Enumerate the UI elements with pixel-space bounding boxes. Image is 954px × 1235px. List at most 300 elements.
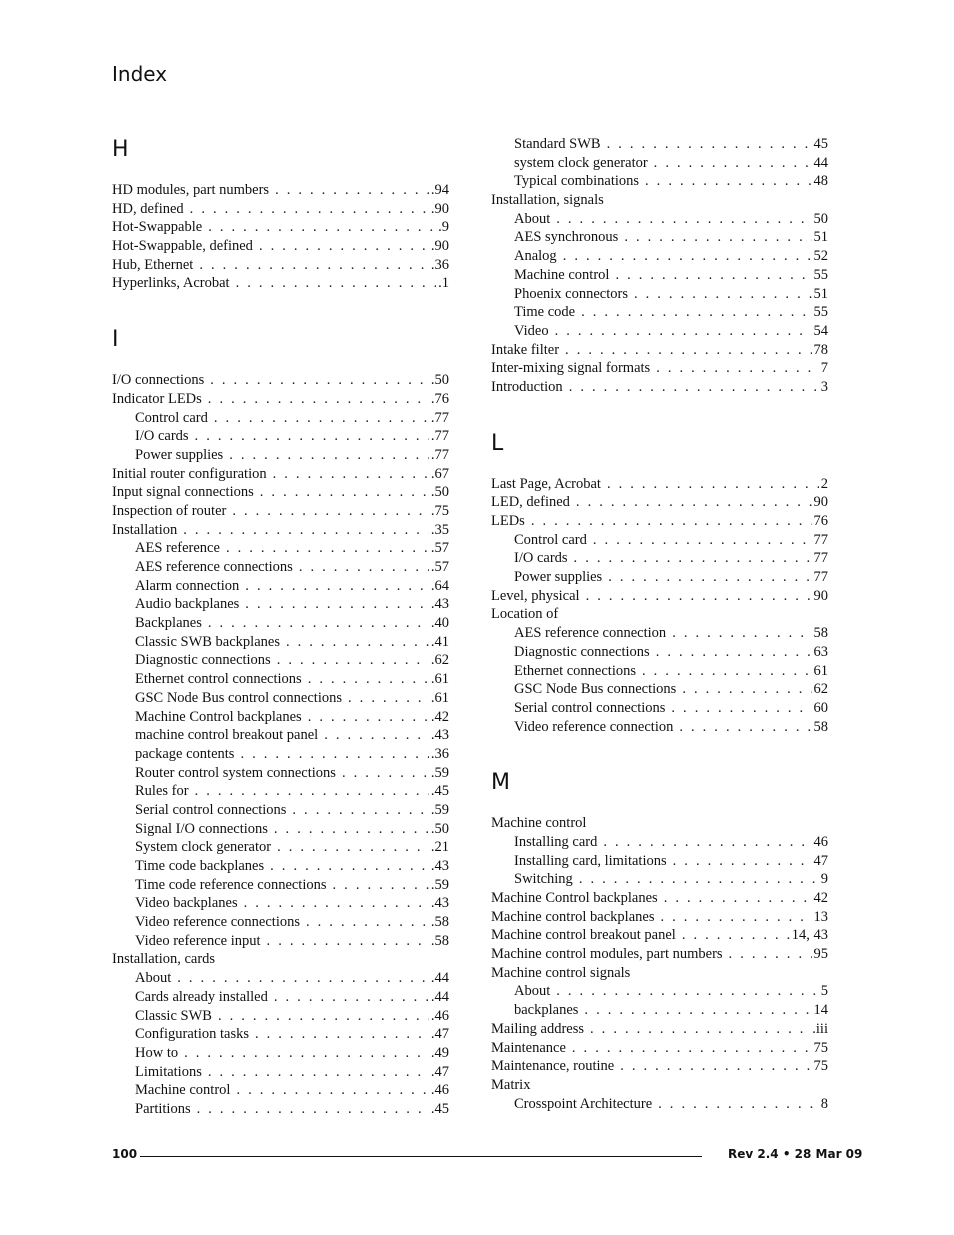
dot-leader <box>270 857 429 876</box>
index-term: Router control system connections <box>135 764 336 781</box>
index-page-ref: 52 <box>813 248 828 265</box>
index-page-ref: .45 <box>430 783 449 800</box>
dot-leader <box>576 493 812 512</box>
index-subentry <box>491 870 828 889</box>
index-subentry <box>112 577 449 596</box>
index-term: Hot-Swappable, defined <box>112 238 253 255</box>
index-page-ref: .76 <box>430 390 449 407</box>
index-page-ref: .77 <box>430 428 449 445</box>
index-page-ref: .75 <box>430 502 449 519</box>
index-entry <box>112 256 449 275</box>
index-term: Hub, Ethernet <box>112 256 194 273</box>
index-entry <box>491 889 828 908</box>
index-term: Machine control backplanes <box>491 908 655 925</box>
index-page-ref: 9 <box>820 871 828 888</box>
dot-leader <box>229 446 429 465</box>
index-term: Time code reference connections <box>135 876 327 893</box>
index-term: Classic SWB <box>135 1007 212 1024</box>
dot-leader <box>286 633 429 652</box>
index-term: Indicator LEDs <box>112 390 202 407</box>
index-term: Rules for <box>135 783 189 800</box>
index-term: HD modules, part numbers <box>112 182 270 198</box>
dot-leader <box>593 531 812 550</box>
index-term: Diagnostic connections <box>514 643 650 660</box>
index-term: AES reference <box>135 540 220 557</box>
index-term: Installing card <box>514 833 598 850</box>
index-term: Time code <box>514 304 576 321</box>
index-entry <box>491 493 828 512</box>
index-subentry <box>112 539 449 558</box>
index-term: Serial control connections <box>135 801 287 818</box>
index-term: Classic SWB backplanes <box>135 633 280 650</box>
index-term: Crosspoint Architecture <box>514 1095 653 1112</box>
index-page-ref: .64 <box>430 577 449 594</box>
index-page-ref: .47 <box>430 1063 449 1080</box>
index-entry <box>491 964 828 983</box>
index-subentry <box>491 172 828 191</box>
index-page-ref: .62 <box>430 652 449 669</box>
dot-leader <box>634 285 812 304</box>
index-subentry <box>112 633 449 652</box>
index-subentry <box>491 322 828 341</box>
index-subentry <box>491 699 828 718</box>
dot-leader <box>603 833 811 852</box>
dot-leader <box>210 371 429 390</box>
dot-leader <box>299 558 429 577</box>
dot-leader <box>273 465 429 484</box>
index-term: Maintenance, routine <box>491 1058 615 1075</box>
index-page-ref: .67 <box>430 465 449 482</box>
index-term: Standard SWB <box>514 136 601 152</box>
index-subentry <box>112 838 449 857</box>
dot-leader <box>679 718 811 737</box>
index-entry <box>491 908 828 927</box>
section-letter: I <box>112 327 119 353</box>
index-subentry <box>112 1063 449 1082</box>
dot-leader <box>183 521 429 540</box>
index-subentry <box>112 913 449 932</box>
index-term: About <box>514 983 551 1000</box>
index-page-ref: 46 <box>813 833 828 850</box>
index-term: AES synchronous <box>514 229 619 246</box>
dot-leader <box>624 228 811 247</box>
index-term: I/O connections <box>112 372 205 389</box>
index-subentry <box>491 982 828 1001</box>
index-subentry <box>491 154 828 173</box>
index-subentry <box>112 745 449 764</box>
index-term: Machine Control backplanes <box>135 708 302 725</box>
index-term: Level, physical <box>491 587 580 604</box>
footer-revision: Rev 2.4 • 28 Mar 09 <box>728 1147 863 1161</box>
index-entry <box>491 1039 828 1058</box>
index-column-right <box>491 135 828 1113</box>
index-page-ref: 47 <box>813 852 828 869</box>
index-page-ref: 45 <box>813 136 828 152</box>
index-term: About <box>135 970 172 987</box>
dot-leader <box>672 624 811 643</box>
index-subentry <box>112 409 449 428</box>
index-term: Machine control modules, part numbers <box>491 946 723 963</box>
index-term: package contents <box>135 745 235 762</box>
index-subentry <box>112 932 449 951</box>
dot-leader <box>656 643 812 662</box>
index-page-ref: 51 <box>813 229 828 246</box>
index-page-ref: .36 <box>430 256 449 273</box>
index-page-ref: 76 <box>813 513 828 529</box>
index-term: Initial router configuration <box>112 465 267 482</box>
index-term: System clock generator <box>135 839 272 856</box>
index-term: Serial control connections <box>514 699 666 716</box>
index-subentry <box>491 135 828 154</box>
index-subentry <box>491 680 828 699</box>
index-subentry <box>112 876 449 895</box>
index-page-ref: .59 <box>430 876 449 893</box>
index-term: Time code backplanes <box>135 858 265 874</box>
index-page-ref: .57 <box>430 540 449 557</box>
dot-leader <box>563 247 812 266</box>
index-entry <box>491 814 828 833</box>
index-subentry <box>491 303 828 322</box>
index-page-ref: 54 <box>813 322 828 339</box>
index-page-ref: .50 <box>430 820 449 837</box>
index-term: Audio backplanes <box>135 596 240 613</box>
index-page-ref: .47 <box>430 1026 449 1043</box>
index-term: Maintenance <box>491 1039 566 1056</box>
index-term: Machine control <box>514 266 610 283</box>
index-subentry <box>112 764 449 783</box>
index-entry <box>112 502 449 521</box>
dot-leader <box>620 1057 811 1076</box>
index-page-ref: .50 <box>430 484 449 501</box>
index-page-ref: 77 <box>813 569 828 586</box>
footer-page-number: 100 <box>112 1147 138 1161</box>
index-subentry <box>112 801 449 820</box>
index-subentry <box>112 689 449 708</box>
index-term: Installation, signals <box>491 192 604 209</box>
index-term: Ethernet control connections <box>135 671 302 688</box>
index-subentry <box>491 266 828 285</box>
dot-leader <box>682 680 811 699</box>
index-term: Typical combinations <box>514 173 640 190</box>
dot-leader <box>531 512 812 531</box>
index-term: About <box>514 210 551 227</box>
index-subentry <box>112 595 449 614</box>
index-page-ref: .57 <box>430 559 449 575</box>
index-term: Video <box>514 322 549 339</box>
index-entry <box>491 605 828 624</box>
dot-leader <box>565 341 811 360</box>
dot-leader <box>660 908 811 927</box>
section-letter: M <box>491 770 510 796</box>
dot-leader <box>556 982 819 1001</box>
dot-leader <box>236 274 437 293</box>
dot-leader <box>590 1020 810 1039</box>
index-page-ref: 13 <box>813 908 828 925</box>
index-term: Switching <box>514 871 573 888</box>
index-page-ref: 51 <box>813 285 828 302</box>
index-subentry <box>112 708 449 727</box>
index-page-ref: 90 <box>813 494 828 511</box>
index-entry <box>491 945 828 964</box>
index-page-ref: 63 <box>813 643 828 660</box>
index-page-ref: .61 <box>430 671 449 688</box>
dot-leader <box>572 1039 812 1058</box>
index-term: Hyperlinks, Acrobat <box>112 275 230 292</box>
index-page-ref: 78 <box>813 341 828 358</box>
dot-leader <box>232 502 429 521</box>
index-term: Installation, cards <box>112 951 216 968</box>
dot-leader <box>729 945 812 964</box>
footer-rule <box>140 1156 702 1157</box>
dot-leader <box>240 745 428 764</box>
index-page-ref: .58 <box>430 914 449 931</box>
dot-leader <box>607 135 812 154</box>
index-page-ref: .46 <box>430 1007 449 1024</box>
index-term: Hot-Swappable <box>112 219 203 236</box>
dot-leader <box>208 390 429 409</box>
index-column-left <box>112 135 449 1119</box>
dot-leader <box>274 820 429 839</box>
dot-leader <box>195 782 429 801</box>
dot-leader <box>656 359 819 378</box>
dot-leader <box>581 303 811 322</box>
index-page-ref: 14, 43 <box>791 927 828 944</box>
index-term: Power supplies <box>514 569 603 586</box>
index-page-ref: 61 <box>813 662 828 679</box>
index-subentry <box>112 614 449 633</box>
index-term: LEDs <box>491 513 525 529</box>
index-page-ref: 3 <box>820 378 828 395</box>
dot-leader <box>645 172 811 191</box>
index-term: Power supplies <box>135 446 224 463</box>
index-subentry <box>112 651 449 670</box>
index-term: backplanes <box>514 1002 579 1019</box>
index-page-ref: .iii <box>812 1020 828 1037</box>
index-term: GSC Node Bus control connections <box>135 689 343 706</box>
index-page-ref: 90 <box>813 587 828 604</box>
index-page-ref: 42 <box>813 890 828 906</box>
index-entry <box>112 483 449 502</box>
index-page-ref: 5 <box>820 983 828 1000</box>
index-term: Mailing address <box>491 1020 585 1037</box>
index-page-ref: .46 <box>430 1082 449 1099</box>
index-subentry <box>491 852 828 871</box>
page-title: Index <box>112 62 168 86</box>
index-term: AES reference connection <box>514 625 667 642</box>
index-subentry <box>491 662 828 681</box>
index-subentry <box>112 726 449 745</box>
index-term: LED, defined <box>491 494 570 511</box>
index-term: Backplanes <box>135 615 202 632</box>
index-term: Intake filter <box>491 341 560 358</box>
dot-leader <box>556 210 811 229</box>
dot-leader <box>342 764 429 783</box>
index-subentry <box>491 228 828 247</box>
dot-leader <box>260 483 429 502</box>
index-term: Cards already installed <box>135 988 268 1005</box>
index-page-ref: .77 <box>430 409 449 426</box>
index-term: Input signal connections <box>112 484 254 501</box>
index-term: Last Page, Acrobat <box>491 475 601 492</box>
index-subentry <box>491 568 828 587</box>
index-page-ref: 48 <box>813 173 828 190</box>
index-page-ref: 77 <box>813 531 828 548</box>
dot-leader <box>267 932 429 951</box>
index-term: Analog <box>514 248 557 265</box>
dot-leader <box>208 218 436 237</box>
dot-leader <box>277 838 429 857</box>
dot-leader <box>208 1063 429 1082</box>
dot-leader <box>274 988 429 1007</box>
index-entry <box>491 1057 828 1076</box>
dot-leader <box>177 969 429 988</box>
index-page-ref: .58 <box>430 932 449 949</box>
index-subentry <box>112 1044 449 1063</box>
dot-leader <box>208 614 429 633</box>
index-term: Video backplanes <box>135 895 238 912</box>
index-term: Video reference connection <box>514 718 674 735</box>
index-entry <box>112 390 449 409</box>
index-term: Ethernet connections <box>514 662 636 679</box>
index-subentry <box>112 1025 449 1044</box>
index-term: Phoenix connectors <box>514 285 628 302</box>
section-letter: L <box>491 430 504 456</box>
dot-leader <box>607 475 819 494</box>
dot-leader <box>199 256 429 275</box>
dot-leader <box>308 708 429 727</box>
index-page-ref: 75 <box>813 1058 828 1075</box>
index-term: system clock generator <box>514 154 648 171</box>
index-entry <box>491 512 828 531</box>
index-subentry <box>112 446 449 465</box>
dot-leader <box>584 1001 811 1020</box>
index-page-ref: .59 <box>430 801 449 818</box>
index-subentry <box>491 210 828 229</box>
index-term: Location of <box>491 606 559 623</box>
section-letter: H <box>112 137 129 162</box>
dot-leader <box>218 1007 429 1026</box>
index-page-ref: 95 <box>813 946 828 963</box>
index-page-ref: .49 <box>430 1044 449 1061</box>
index-page-ref: .43 <box>430 596 449 613</box>
index-page-ref: 77 <box>813 550 828 567</box>
dot-leader <box>275 181 429 200</box>
index-term: Machine control signals <box>491 964 631 981</box>
index-page-ref: .90 <box>430 238 449 255</box>
index-subentry <box>491 285 828 304</box>
index-page-ref: .42 <box>430 708 449 725</box>
index-term: Alarm connection <box>135 577 240 594</box>
dot-leader <box>658 1095 819 1114</box>
index-entry <box>491 587 828 606</box>
index-term: Limitations <box>135 1063 202 1080</box>
dot-leader <box>190 200 429 219</box>
dot-leader <box>671 699 811 718</box>
index-page-ref: .61 <box>430 689 449 706</box>
index-entry <box>112 950 449 969</box>
index-entry <box>112 465 449 484</box>
index-page-ref: 62 <box>813 681 828 698</box>
index-page-ref: .43 <box>430 895 449 912</box>
index-subentry <box>112 857 449 876</box>
dot-leader <box>214 409 429 428</box>
index-page-ref: .21 <box>430 839 449 856</box>
index-entry <box>112 521 449 540</box>
dot-leader <box>642 662 812 681</box>
index-term: Installing card, limitations <box>514 852 667 869</box>
index-page-ref: .44 <box>430 970 449 987</box>
index-subentry <box>112 1081 449 1100</box>
dot-leader <box>195 427 429 446</box>
index-page-ref: 44 <box>813 154 828 171</box>
dot-leader <box>555 322 812 341</box>
index-term: Video reference connections <box>135 914 300 931</box>
index-term: GSC Node Bus connections <box>514 681 677 698</box>
index-term: Machine Control backplanes <box>491 890 658 906</box>
index-subentry <box>491 531 828 550</box>
index-term: Installation <box>112 521 178 538</box>
index-entry <box>491 475 828 494</box>
dot-leader <box>579 870 819 889</box>
index-term: Introduction <box>491 378 563 395</box>
index-term: I/O cards <box>514 550 568 567</box>
index-page-ref: .90 <box>430 200 449 217</box>
index-subentry <box>112 1007 449 1026</box>
index-entry <box>491 341 828 360</box>
index-page-ref: .41 <box>430 633 449 650</box>
index-page-ref: .36 <box>430 745 449 762</box>
index-term: Inter-mixing signal formats <box>491 360 651 377</box>
index-subentry <box>491 1001 828 1020</box>
index-subentry <box>491 549 828 568</box>
index-entry <box>491 359 828 378</box>
index-subentry <box>491 833 828 852</box>
index-subentry <box>112 1100 449 1119</box>
dot-leader <box>324 726 429 745</box>
index-term: Control card <box>514 531 587 548</box>
index-subentry <box>491 1095 828 1114</box>
index-entry <box>112 200 449 219</box>
index-term: HD, defined <box>112 200 184 217</box>
index-page-ref: 8 <box>820 1095 828 1112</box>
index-term: Machine control breakout panel <box>491 927 676 944</box>
index-page-ref: .1 <box>438 275 449 292</box>
index-page-ref: .9 <box>438 219 449 236</box>
index-term: Machine control <box>491 815 587 832</box>
index-page-ref: 58 <box>813 625 828 642</box>
index-page-ref: .45 <box>430 1100 449 1117</box>
index-subentry <box>491 643 828 662</box>
dot-leader <box>664 889 812 908</box>
dot-leader <box>673 852 812 871</box>
dot-leader <box>574 549 812 568</box>
index-entry <box>491 191 828 210</box>
dot-leader <box>277 651 429 670</box>
dot-leader <box>292 801 428 820</box>
index-entry <box>112 181 449 200</box>
index-page-ref: .43 <box>430 858 449 874</box>
dot-leader <box>184 1044 429 1063</box>
index-page-ref: 50 <box>813 210 828 227</box>
index-page-ref: 14 <box>813 1002 828 1019</box>
index-subentry <box>112 558 449 577</box>
index-term: Configuration tasks <box>135 1026 249 1043</box>
index-entry <box>112 218 449 237</box>
dot-leader <box>608 568 811 587</box>
dot-leader <box>569 378 819 397</box>
index-page-ref: .94 <box>430 182 449 198</box>
index-page-ref: 55 <box>813 304 828 321</box>
